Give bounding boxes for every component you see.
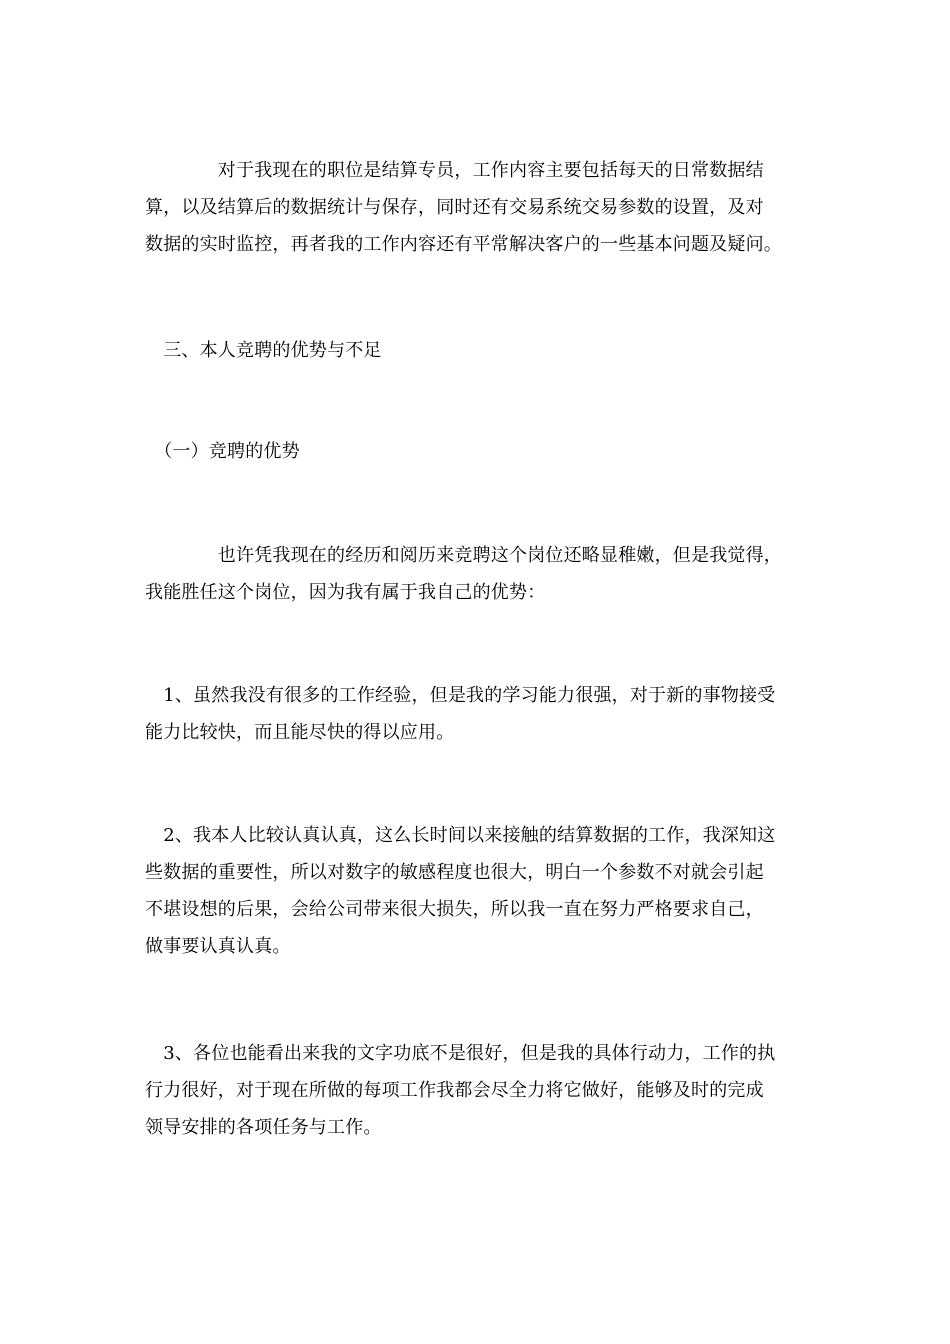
text-line: 算，以及结算后的数据统计与保存，同时还有交易系统交易参数的设置，及对 [145, 197, 764, 218]
text-line: 做事要认真认真。 [145, 936, 291, 957]
list-item [145, 817, 825, 965]
text-line: 不堪设想的后果，会给公司带来很大损失，所以我一直在努力严格要求自己， [145, 899, 764, 920]
paragraph-intro [145, 537, 825, 611]
text-line: 也许凭我现在的经历和阅历来竞聘这个岗位还略显稚嫩，但是我觉得， [145, 545, 782, 566]
text-line: 我能胜任这个岗位，因为我有属于我自己的优势： [145, 582, 546, 603]
subheading-text: （一）竞聘的优势 [145, 441, 300, 462]
text-line: 2、我本人比较认真认真，这么长时间以来接触的结算数据的工作，我深知这 [145, 825, 776, 846]
text-line: 1、虽然我没有很多的工作经验，但是我的学习能力很强，对于新的事物接受 [145, 685, 776, 706]
heading-text: 三、本人竞聘的优势与不足 [145, 340, 382, 361]
text-line: 些数据的重要性，所以对数字的敏感程度也很大，明白一个参数不对就会引起 [145, 862, 764, 883]
text-line: 领导安排的各项任务与工作。 [145, 1117, 382, 1138]
section-heading [145, 332, 825, 369]
subsection-heading [145, 433, 825, 470]
text-line: 行力很好，对于现在所做的每项工作我都会尽全力将它做好，能够及时的完成 [145, 1080, 764, 1101]
paragraph-job-description [145, 152, 825, 263]
text-line: 能力比较快，而且能尽快的得以应用。 [145, 722, 455, 743]
text-line: 3、各位也能看出来我的文字功底不是很好，但是我的具体行动力，工作的执 [145, 1043, 776, 1064]
text-line: 数据的实时监控，再者我的工作内容还有平常解决客户的一些基本问题及疑问。 [145, 234, 782, 255]
list-item [145, 1035, 825, 1146]
list-item [145, 677, 825, 751]
text-line: 对于我现在的职位是结算专员，工作内容主要包括每天的日常数据结 [145, 160, 764, 181]
